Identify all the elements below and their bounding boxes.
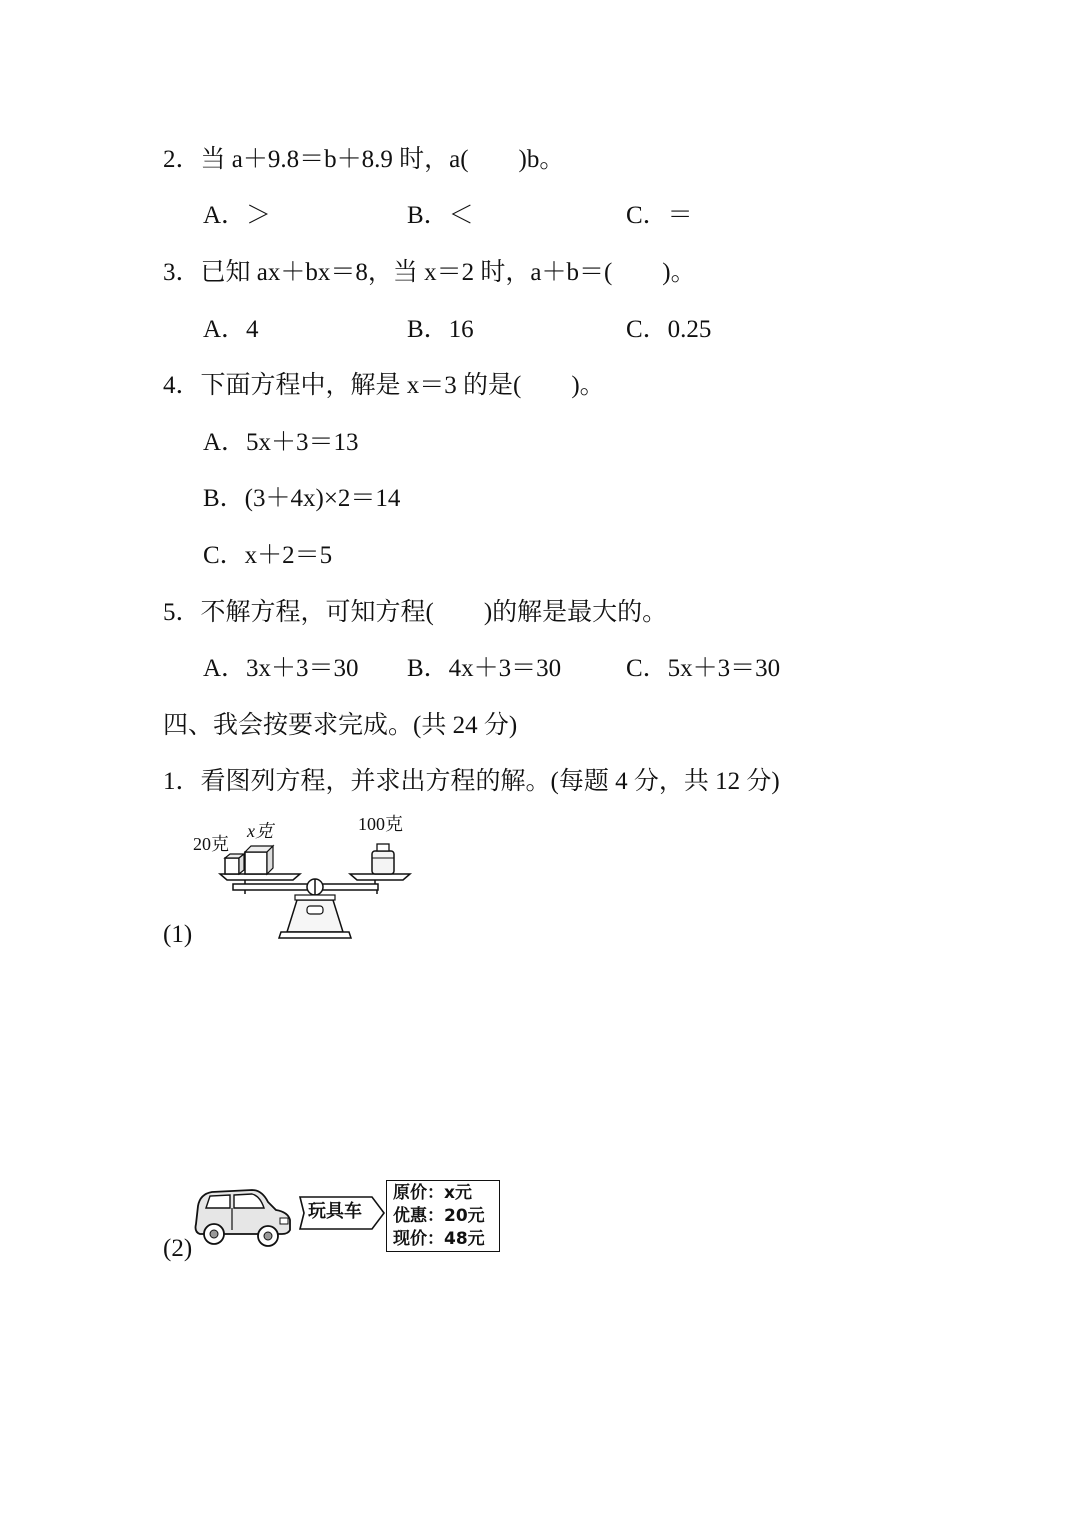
original-price: 原价：x元 bbox=[393, 1183, 472, 1203]
q5-stem: 5．不解方程，可知方程( )的解是最大的。 bbox=[163, 599, 668, 626]
q2-option-c[interactable]: C．＝ bbox=[626, 202, 693, 229]
right-pan bbox=[350, 874, 410, 880]
toy-car-figure bbox=[190, 1184, 295, 1250]
right-weight-label: 100克 bbox=[358, 814, 403, 834]
current-price: 现价：48元 bbox=[393, 1229, 485, 1249]
scale-beam bbox=[233, 884, 378, 890]
scale-base bbox=[287, 900, 343, 932]
price-info-box bbox=[386, 1180, 500, 1252]
q4-option-c[interactable]: C．x＋2＝5 bbox=[203, 542, 333, 569]
q3-option-c[interactable]: C．0.25 bbox=[626, 316, 712, 343]
q3-option-a[interactable]: A．4 bbox=[203, 316, 259, 343]
q5-option-b[interactable]: B．4x＋3＝30 bbox=[407, 655, 562, 682]
subquestion-1-heading: 1．看图列方程，并求出方程的解。(每题 4 分，共 12 分) bbox=[163, 768, 780, 795]
figure-2-label: (2) bbox=[163, 1235, 193, 1262]
small-cube-icon bbox=[225, 858, 239, 874]
q2-option-b[interactable]: B．＜ bbox=[407, 202, 474, 229]
small-weight-label: 20克 bbox=[193, 834, 229, 854]
q4-stem: 4．下面方程中，解是 x＝3 的是( )。 bbox=[163, 372, 605, 399]
hundred-gram-weight-icon bbox=[372, 851, 394, 874]
balance-scale-figure bbox=[185, 808, 420, 943]
left-pan bbox=[220, 874, 300, 880]
q5-option-c[interactable]: C．5x＋3＝30 bbox=[626, 655, 781, 682]
q3-option-b[interactable]: B．16 bbox=[407, 316, 474, 343]
large-weight-label: x克 bbox=[247, 821, 273, 841]
price-tag-label: 玩具车 bbox=[308, 1201, 362, 1222]
q4-option-b[interactable]: B．(3＋4x)×2＝14 bbox=[203, 485, 401, 512]
q2-stem: 2．当 a＋9.8＝b＋8.9 时，a( )b。 bbox=[163, 146, 565, 173]
figure-1-label: (1) bbox=[163, 921, 193, 948]
q5-option-a[interactable]: A．3x＋3＝30 bbox=[203, 655, 359, 682]
q2-option-a[interactable]: A．＞ bbox=[203, 202, 272, 229]
large-cube-icon bbox=[245, 852, 267, 874]
q4-option-a[interactable]: A．5x＋3＝13 bbox=[203, 429, 359, 456]
discount: 优惠：20元 bbox=[393, 1206, 485, 1226]
section-heading: 四、我会按要求完成。(共 24 分) bbox=[163, 712, 518, 739]
q3-stem: 3．已知 ax＋bx＝8，当 x＝2 时，a＋b＝( )。 bbox=[163, 259, 696, 286]
